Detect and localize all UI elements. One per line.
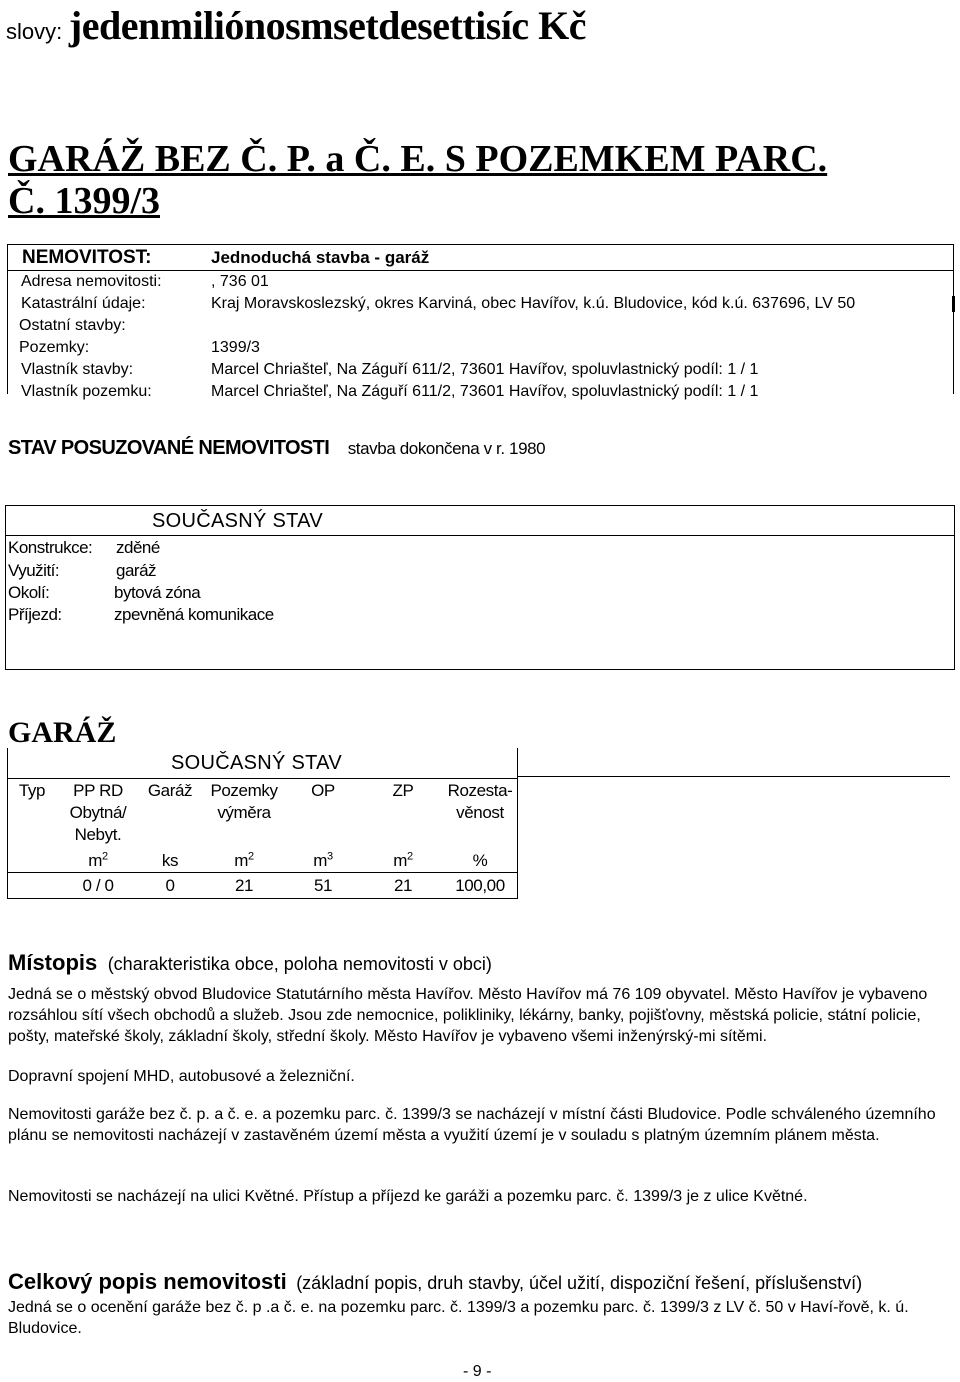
address-label: Adresa nemovitosti: <box>21 273 162 290</box>
value-pp-rd: 0 / 0 <box>82 876 114 895</box>
building-owner-label: Vlastník stavby: <box>21 361 134 378</box>
header-op: OP <box>311 781 335 800</box>
amount-words-label: slovy: <box>6 19 63 44</box>
location-paragraph-2: Dopravní spojení MHD, autobusové a železniční. <box>8 1068 355 1085</box>
property-state-line <box>8 437 545 460</box>
property-head-value: Jednoduchá stavba - garáž <box>211 248 430 267</box>
cadastral-value: Kraj Moravskoslezský, okres Karviná, obec Havířov, k.ú. Bludovice, kód k.ú. 637696, LV 50 <box>211 295 856 312</box>
unit-op: $m^3$ <box>313 850 333 870</box>
value-completion: 100,00 <box>455 876 505 895</box>
unit-pp-rd: $m^2$ <box>88 850 108 870</box>
location-paragraph-4: Nemovitosti se nacházejí na ulici Květné. Přístup a příjezd ke garáži a pozemku parc. č. 1399/3 je z ulice Květné. <box>8 1188 808 1205</box>
property-box <box>7 244 954 400</box>
unit-land-area: $m^2$ <box>234 850 254 870</box>
garage-table-extension-line <box>518 776 950 777</box>
garage-section-title: GARÁŽ <box>8 716 117 749</box>
property-state-label: STAV POSUZOVANÉ NEMOVITOSTI <box>8 437 330 459</box>
overall-description-title: Celkový popis nemovitosti <box>8 1269 287 1294</box>
location-paragraph-3: Nemovitosti garáže bez č. p. a č. e. a pozemku parc. č. 1399/3 se nacházejí v místní části Bludovice. Podle schváleného územního plánu se nemovitosti nacházejí v zastavěném území města a využití území je v souladu s platným územním plánem města. <box>8 1106 936 1144</box>
value-land-area: 21 <box>234 876 254 895</box>
property-box-divider <box>8 270 953 271</box>
unit-completion: % <box>472 851 488 870</box>
location-subtitle: (charakteristika obce, poloha nemovitosti v obci) <box>107 954 492 974</box>
amount-in-words <box>6 2 586 49</box>
header-garage: Garáž <box>147 781 193 800</box>
access-value: zpevněná komunikace <box>114 605 274 624</box>
value-zp: 21 <box>393 876 413 895</box>
value-garage: 0 <box>165 876 175 895</box>
value-op: 51 <box>313 876 333 895</box>
current-state-divider <box>6 535 954 536</box>
header-completion: Rozesta- věnost <box>447 781 513 822</box>
land-value: 1399/3 <box>211 339 260 356</box>
location-heading <box>8 950 492 976</box>
garage-table-title: SOUČASNÝ STAV <box>171 752 342 774</box>
other-buildings-label: Ostatní stavby: <box>19 317 126 334</box>
garage-table-units-line <box>8 872 517 873</box>
unit-garage: ks <box>161 851 179 870</box>
land-owner-value: Marcel Chriašteľ, Na Záguří 611/2, 73601 Havířov, spoluvlastnický podíl: 1 / 1 <box>211 383 759 400</box>
surroundings-label: Okolí: <box>8 583 50 602</box>
page-number: - 9 - <box>463 1363 492 1380</box>
header-type: Typ <box>18 781 46 800</box>
land-label: Pozemky: <box>19 339 90 356</box>
land-owner-label: Vlastník pozemku: <box>21 383 152 400</box>
garage-table-header-line <box>8 778 517 779</box>
building-owner-value: Marcel Chriašteľ, Na Záguří 611/2, 73601 Havířov, spoluvlastnický podíl: 1 / 1 <box>211 361 759 378</box>
property-head-label: NEMOVITOST: <box>22 247 152 268</box>
address-value: , 736 01 <box>211 273 269 290</box>
garage-table <box>7 748 518 899</box>
overall-description-paragraph: Jedná se o ocenění garáže bez č. p .a č. e. na pozemku parc. č. 1399/3 a pozemku parc. č. 1399/3 z LV č. 50 v Haví-řově, k. ú. Bludovice. <box>8 1299 909 1337</box>
overall-description-heading <box>8 1269 862 1295</box>
current-state-box <box>5 505 955 670</box>
cadastral-label: Katastrální údaje: <box>21 295 146 312</box>
usage-label: Využití: <box>8 561 60 580</box>
property-state-note: stavba dokončena v r. 1980 <box>347 439 546 458</box>
overall-description-subtitle: (základní popis, druh stavby, účel užití, dispoziční řešení, příslušenství) <box>296 1273 863 1293</box>
header-land-area: Pozemky výměra <box>210 781 278 822</box>
main-title: GARÁŽ BEZ Č. P. a Č. E. S POZEMKEM PARC. Č. 1399/3 <box>8 138 828 222</box>
location-title: Místopis <box>8 950 98 975</box>
construction-value: zděné <box>116 538 160 557</box>
usage-value: garáž <box>116 561 157 580</box>
current-state-title: SOUČASNÝ STAV <box>152 510 323 532</box>
amount-words-value: jedenmiliónosmsetdesettisíc Kč <box>68 3 587 48</box>
construction-label: Konstrukce: <box>8 538 93 557</box>
header-zp: ZP <box>392 781 414 800</box>
box-edge-mark <box>952 296 955 312</box>
unit-zp: $m^2$ <box>393 850 413 870</box>
surroundings-value: bytová zóna <box>114 583 201 602</box>
access-label: Příjezd: <box>8 605 62 624</box>
location-paragraph-1: Jedná se o městský obvod Bludovice Statutárního města Havířov. Město Havířov má 76 109 obyvatel. Město Havířov je vybaveno rozsáhlou sítí všech obchodů a služeb. Jsou zde nemocnice, polikliniky, lékárny, banky, pojišťovny, městská policie, státní policie, pošty, mateřské školy, základní školy, střední školy. Město Havířov je vybaveno všemi inženýrský-mi sítěmi. <box>8 986 928 1045</box>
header-pp-rd: PP RD Obytná/ Nebyt. <box>69 781 127 844</box>
